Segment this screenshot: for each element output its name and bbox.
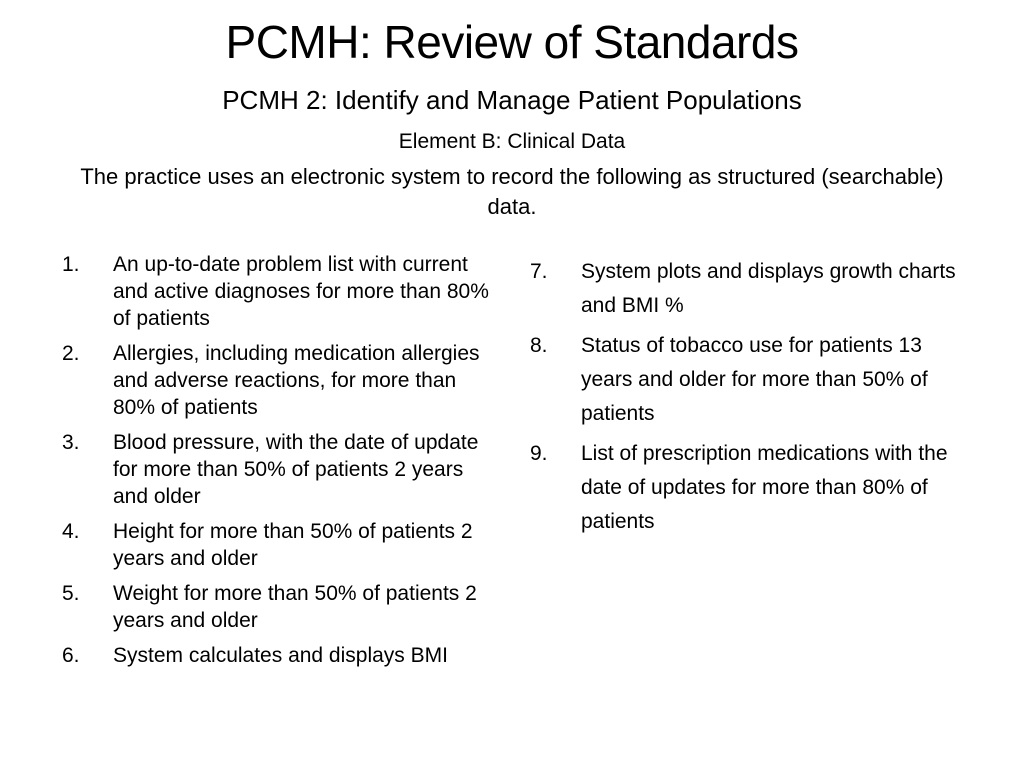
list-item-number: 1. — [62, 253, 80, 276]
list-item-number: 8. — [530, 334, 548, 357]
slide-subtitle: PCMH 2: Identify and Manage Patient Populations — [222, 85, 802, 115]
slide-title: PCMH: Review of Standards — [225, 16, 799, 68]
list-item-text: System calculates and displays BMI — [113, 644, 448, 667]
element-description: The practice uses an electronic system to record the following as structured (searchable) data. — [80, 164, 944, 219]
list-item-number: 9. — [530, 442, 548, 465]
list-item-text: An up-to-date problem list with current and active diagnoses for more than 80% of patients — [113, 253, 489, 330]
list-item — [530, 255, 970, 323]
list-item-text: Weight for more than 50% of patients 2 years and older — [113, 582, 477, 632]
list-item-number: 3. — [62, 431, 80, 454]
list-item-text: Status of tobacco use for patients 13 years and older for more than 50% of patients — [581, 334, 928, 425]
list-item — [62, 642, 502, 669]
list-item — [530, 329, 970, 431]
list-item — [62, 580, 502, 634]
list-item-text: Height for more than 50% of patients 2 years and older — [113, 520, 473, 570]
left-numbered-list — [62, 251, 502, 677]
list-item-text: Allergies, including medication allergies and adverse reactions, for more than 80% of patients — [113, 342, 480, 419]
list-item-text: List of prescription medications with the date of updates for more than 80% of patients — [581, 442, 948, 533]
element-heading: Element B: Clinical Data — [398, 130, 626, 153]
list-item-number: 7. — [530, 260, 548, 283]
list-item — [62, 251, 502, 332]
list-item — [530, 437, 970, 539]
list-item — [62, 340, 502, 421]
list-item-number: 2. — [62, 342, 80, 365]
list-item-number: 6. — [62, 644, 80, 667]
list-item-text: Blood pressure, with the date of update for more than 50% of patients 2 years and older — [113, 431, 479, 508]
list-item — [62, 429, 502, 510]
list-item-text: System plots and displays growth charts and BMI % — [581, 260, 956, 317]
list-item-number: 4. — [62, 520, 80, 543]
list-item — [62, 518, 502, 572]
list-item-number: 5. — [62, 582, 80, 605]
right-numbered-list — [530, 255, 970, 545]
